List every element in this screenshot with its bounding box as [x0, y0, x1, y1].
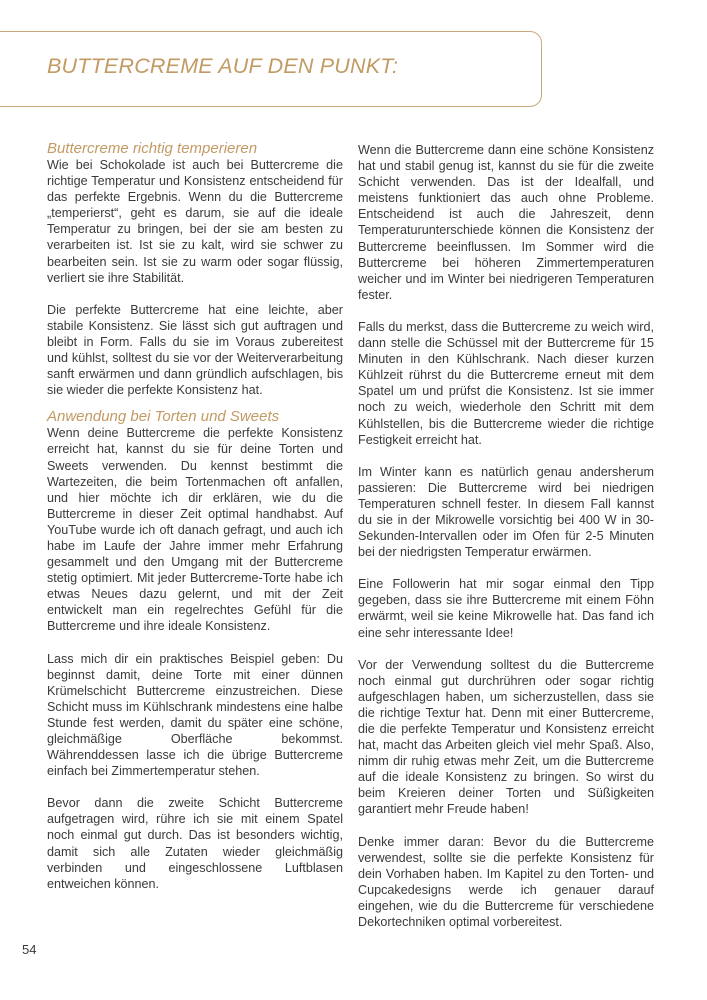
paragraph: Eine Followerin hat mir sogar einmal den Tipp gegeben, dass sie ihre Buttercreme mit einem Föhn erwärmt, weil sie keine Mikrowelle hat. Das fand ich eine sehr interessante Idee! [358, 577, 654, 640]
page-title: BUTTERCREME AUF DEN PUNKT: [47, 54, 399, 78]
paragraph: Falls du merkst, dass die Buttercreme zu weich wird, dann stelle die Schüssel mit der Buttercreme für 15 Minuten in den Kühlschrank. Nach dieser kurzen Kühlzeit rührst du die Buttercreme erneut mit dem Spatel um und prüfst die Konsistenz. Ist sie immer noch zu weich, wiederhole den Schritt mit dem Kühlstellen, bis die Buttercreme wieder die richtige Festigkeit erreicht hat. [358, 319, 654, 447]
right-column [358, 142, 654, 946]
paragraph: Vor der Verwendung solltest du die Buttercreme noch einmal gut durchrühren oder sogar richtig aufgeschlagen haben, um sicherzustellen, dass sie die richtige Textur hat. Denn mit einer Buttercreme, die die perfekte Temperatur und Konsistenz erreicht hat, macht das Arbeiten gleich viel mehr Spaß. Also, nimm dir ruhig etwas mehr Zeit, um die Buttercreme auf die ideale Konsistenz zu bringen. So wirst du beim Kreieren deiner Torten und Süßigkeiten garantiert mehr Freude haben! [358, 657, 654, 817]
paragraph: Bevor dann die zweite Schicht Buttercreme aufgetragen wird, rühre ich sie mit einem Spatel noch einmal gut durch. Das ist besonders wichtig, damit sich alle Zutaten wieder gleichmäßig verbinden und eingeschlossene Luftblasen entweichen können. [47, 796, 343, 891]
paragraph: Wenn deine Buttercreme die perfekte Konsistenz erreicht hat, kannst du sie für deine Torten und Sweets verwenden. Du kennst bestimmt die Wartezeiten, die beim Tortenmachen oft anfallen, und hier möchte ich dir erklären, wie du die Buttercreme in dieser Zeit optimal handhabst. Auf YouTube wurde ich oft danach gefragt, und auch ich habe im Laufe der Jahre immer mehr Erfahrung gesammelt und den Umgang mit der Buttercreme stetig optimiert. Mit jeder Buttercreme-Torte habe ich etwas Neues dazu gelernt, und mit der Zeit entwickelt man ein regelrechtes Gefühl für die Buttercreme und ihre ideale Konsistenz. [47, 426, 343, 634]
section-heading-temperieren: Buttercreme richtig temperieren [47, 140, 258, 157]
paragraph: Lass mich dir ein praktisches Beispiel geben: Du beginnst damit, deine Torte mit einer dünnen Krümelschicht Buttercreme einzustreichen. Diese Schicht muss im Kühlschrank mindestens eine halbe Stunde fest werden, damit du später eine schöne, gleichmäßige Oberfläche bekommst. Währenddessen lasse ich die übrige Buttercreme einfach bei Zimmertemperatur stehen. [47, 651, 343, 779]
section-heading-anwendung: Anwendung bei Torten und Sweets [47, 408, 280, 426]
paragraph: Die perfekte Buttercreme hat eine leichte, aber stabile Konsistenz. Sie lässt sich gut auftragen und bleibt in Form. Falls du sie im Voraus zubereitest und kühlst, solltest du sie vor der Weiterverarbeitung sanft erwärmen und dann gründlich aufschlagen, bis sie wieder die perfekte Konsistenz hat. [47, 302, 343, 398]
paragraph: Wie bei Schokolade ist auch bei Buttercreme die richtige Temperatur und Konsistenz entscheidend für das perfekte Ergebnis. Wenn du die Buttercreme „temperierst“, geht es darum, sie auf die ideale Temperatur zu bringen, bei der sie am besten zu verarbeiten ist. Ist sie zu kalt, wird sie schwer zu bearbeiten sein. Ist sie zu warm oder sogar flüssig, verliert sie ihre Stabilität. [47, 158, 343, 285]
paragraph: Im Winter kann es natürlich genau andersherum passieren: Die Buttercreme wird bei niedrigen Temperaturen schnell fester. In diesem Fall kannst du sie in der Mikrowelle vorsichtig bei 400 W in 30-Sekunden-Intervallen oder im Ofen für 2-5 Minuten bei der niedrigsten Temperatur erwärmen. [358, 464, 654, 560]
paragraph: Denke immer daran: Bevor du die Buttercreme verwendest, sollte sie die perfekte Konsistenz für dein Vorhaben haben. Im Kapitel zu den Torten- und Cupcakedesigns werde ich genauer darauf eingehen, wie du die Buttercreme für verschiedene Dekortechniken optimal vorbereitest. [358, 834, 654, 930]
left-column [47, 140, 343, 908]
page-number: 54 [22, 942, 37, 957]
paragraph: Wenn die Buttercreme dann eine schöne Konsistenz hat und stabil genug ist, kannst du sie für die zweite Schicht verwenden. Das ist der Idealfall, und meistens funktioniert das auch ohne Probleme. Entscheidend ist auch die Jahreszeit, denn Temperaturunterschiede können die Konsistenz der Buttercreme beeinflussen. Im Sommer wird die Buttercreme bei höheren Zimmertemperaturen weicher und im Winter bei niedrigeren Temperaturen fester. [358, 143, 654, 302]
